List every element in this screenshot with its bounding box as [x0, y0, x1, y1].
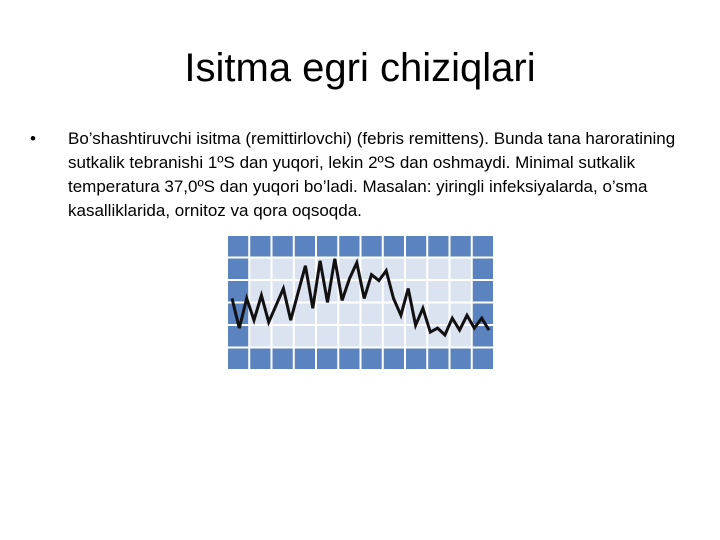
grid-inner-cell: [384, 326, 404, 347]
grid-inner-cell: [273, 259, 293, 280]
grid-border-cell: [228, 236, 248, 257]
grid-inner-cell: [339, 304, 359, 325]
grid-border-cell: [473, 236, 493, 257]
fever-curve-svg: [227, 235, 494, 370]
grid-border-cell: [451, 236, 471, 257]
grid-inner-cell: [428, 259, 448, 280]
grid-border-cell: [473, 259, 493, 280]
grid-inner-cell: [273, 326, 293, 347]
grid-border-cell: [273, 236, 293, 257]
slide-title: Isitma egri chiziqlari: [184, 46, 536, 90]
grid-inner-cell: [428, 304, 448, 325]
bullet-marker: •: [30, 129, 36, 148]
grid-border-cell: [250, 349, 270, 370]
grid-inner-cell: [339, 326, 359, 347]
grid-inner-cell: [317, 304, 337, 325]
grid-border-cell: [384, 236, 404, 257]
bullet-lead-text: Bo’shashtiruvchi isitma (remittirlovchi) (febris remittens).: [68, 129, 490, 148]
grid-inner-cell: [295, 326, 315, 347]
grid-border-cell: [428, 349, 448, 370]
grid-border-cell: [384, 349, 404, 370]
grid-border-cell: [451, 349, 471, 370]
grid-border-cell: [228, 326, 248, 347]
grid-border-cell: [295, 236, 315, 257]
grid-border-cell: [317, 349, 337, 370]
grid-border-cell: [406, 236, 426, 257]
grid-border-cell: [273, 349, 293, 370]
grid-inner-cell: [317, 326, 337, 347]
grid-border-cell: [339, 236, 359, 257]
grid-inner-cell: [451, 259, 471, 280]
grid-border-cell: [362, 236, 382, 257]
grid-border-cell: [295, 349, 315, 370]
grid-inner-cell: [451, 281, 471, 302]
grid-border-cell: [228, 259, 248, 280]
grid-inner-cell: [250, 259, 270, 280]
grid-border-cell: [339, 349, 359, 370]
grid-border-cell: [473, 281, 493, 302]
grid-inner-cell: [428, 281, 448, 302]
grid-inner-cell: [250, 326, 270, 347]
grid-inner-cell: [362, 304, 382, 325]
grid-inner-cell: [362, 326, 382, 347]
grid-inner-cell: [406, 259, 426, 280]
fever-curve-figure: [227, 235, 494, 370]
grid-border-cell: [228, 349, 248, 370]
bullet-body-text: Bunda tana haroratining sutkalik tebranishi 1ºS dan yuqori, lekin 2ºS dan oshmaydi. Minimal sutkalik temperatura 37,0ºS dan yuqori bo’ladi. Masalan: yiringli infeksiyalarda, o’sma kasalliklarida, ornitoz va qora oqsoqda.: [68, 129, 676, 220]
grid-border-cell: [428, 236, 448, 257]
grid-border-cell: [406, 349, 426, 370]
grid-border-cell: [362, 349, 382, 370]
temperature-curve-line: [232, 259, 489, 335]
grid-border-cell: [473, 349, 493, 370]
grid-border-cell: [317, 236, 337, 257]
bullet-text: [68, 127, 718, 223]
grid-border-cell: [250, 236, 270, 257]
grid-inner-cell: [406, 326, 426, 347]
